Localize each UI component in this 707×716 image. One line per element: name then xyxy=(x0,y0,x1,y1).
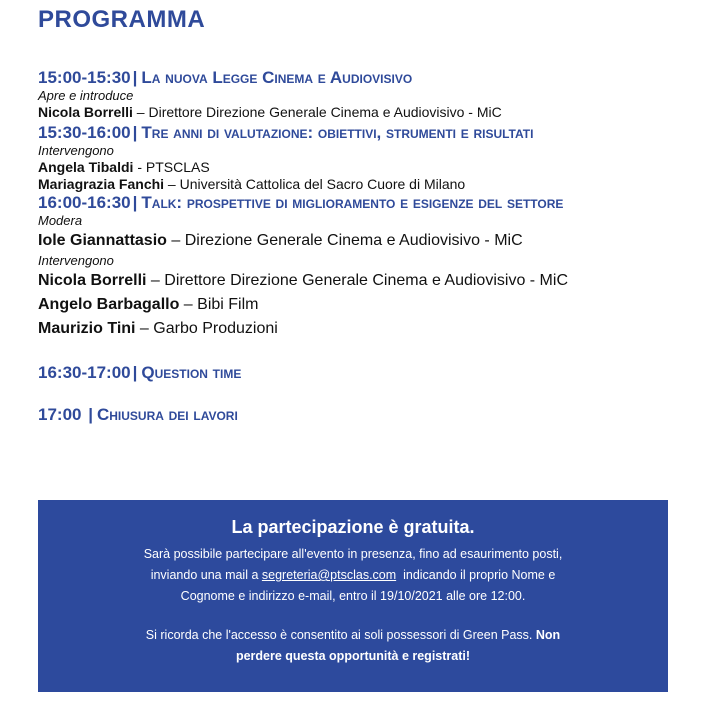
info-line: Sarà possibile partecipare all'evento in presenza, fino ad esaurimento posti, xyxy=(143,547,563,561)
info-paragraph-registration xyxy=(38,544,668,607)
speaker-affiliation: – Direttore Direzione Generale Cinema e Audiovisivo - MiC xyxy=(146,272,568,289)
session-4-heading xyxy=(38,363,678,383)
session-time: 16:00-16:30 xyxy=(38,193,131,212)
speaker xyxy=(38,317,678,341)
speaker-affiliation: – Direttore Direzione Generale Cinema e Audiovisivo - MiC xyxy=(132,104,502,120)
info-emphasis: perdere questa opportunità e registrati! xyxy=(235,649,471,663)
session-separator: | xyxy=(132,123,138,142)
info-emphasis: Non xyxy=(535,628,561,642)
session-role: Intervengono xyxy=(38,143,114,158)
speaker-name: Maurizio Tini xyxy=(38,320,136,337)
session-title: Chiusura dei lavori xyxy=(96,405,238,424)
info-line: Si ricorda che l'accesso è consentito ai soli possessori di Green Pass. xyxy=(145,628,536,642)
speaker-affiliation: – Università Cattolica del Sacro Cuore di Milano xyxy=(164,176,466,192)
session-role: Apre e introduce xyxy=(38,88,134,103)
session-title: Question time xyxy=(141,363,242,382)
session-title: Talk: prospettive di miglioramento e esigenze del settore xyxy=(141,193,564,212)
session-3-heading xyxy=(38,193,678,213)
speaker xyxy=(38,159,678,176)
moderator xyxy=(38,229,678,253)
speaker-affiliation: – Garbo Produzioni xyxy=(135,320,278,337)
session-title: Tre anni di valutazione: obiettivi, strumenti e risultati xyxy=(141,123,534,142)
email-link[interactable]: segreteria@ptsclas.com xyxy=(261,568,397,582)
speaker-name: Angelo Barbagallo xyxy=(38,296,180,313)
speaker-name: Nicola Borrelli xyxy=(38,104,133,120)
speaker-name: Mariagrazia Fanchi xyxy=(38,176,165,192)
speaker-name: Angela Tibaldi xyxy=(38,159,134,175)
info-line: indicando il proprio Nome e xyxy=(396,568,556,582)
info-line: inviando una mail a xyxy=(150,568,262,582)
speaker-affiliation: – Direzione Generale Cinema e Audiovisivo - MiC xyxy=(166,232,523,249)
session-time: 16:30-17:00 xyxy=(38,363,131,382)
session-time: 17:00 xyxy=(38,405,87,424)
session-separator: | xyxy=(132,68,138,87)
speaker-name: Nicola Borrelli xyxy=(38,272,147,289)
session-1-heading xyxy=(38,68,678,88)
speaker xyxy=(38,176,678,193)
session-title: La nuova Legge Cinema e Audiovisivo xyxy=(141,68,413,87)
speaker-name: Iole Giannattasio xyxy=(38,232,167,249)
speaker xyxy=(38,104,678,121)
speaker xyxy=(38,269,678,293)
agenda xyxy=(38,68,678,425)
info-title: La partecipazione è gratuita. xyxy=(231,517,475,537)
speaker-affiliation: – Bibi Film xyxy=(179,296,259,313)
session-5-heading xyxy=(38,405,678,425)
session-separator: | xyxy=(88,405,93,424)
speaker xyxy=(38,293,678,317)
session-time: 15:30-16:00 xyxy=(38,123,131,142)
session-2-heading xyxy=(38,123,678,143)
registration-info-box xyxy=(38,500,668,692)
session-time: 15:00-15:30 xyxy=(38,68,131,87)
page-title: PROGRAMMA xyxy=(38,6,206,33)
session-role: Modera xyxy=(38,213,83,228)
session-separator: | xyxy=(132,193,138,212)
session-role: Intervengono xyxy=(38,253,114,268)
session-separator: | xyxy=(132,363,138,382)
info-paragraph-green-pass xyxy=(38,625,668,667)
speaker-affiliation: - PTSCLAS xyxy=(133,159,210,175)
info-line: Cognome e indirizzo e-mail, entro il 19/10/2021 alle ore 12:00. xyxy=(180,589,526,603)
